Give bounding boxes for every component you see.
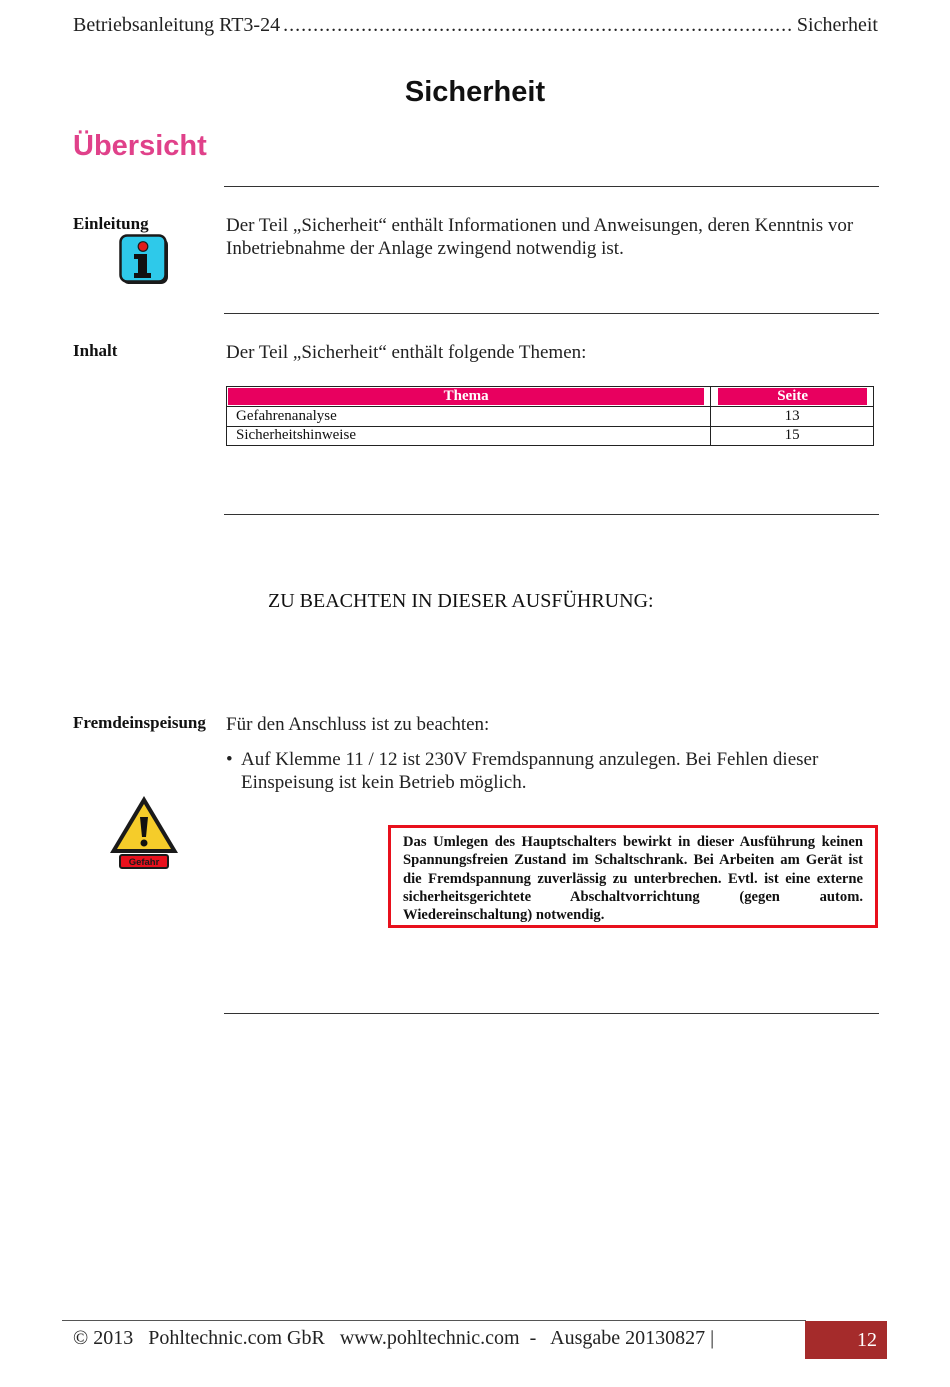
divider	[224, 514, 879, 515]
note-heading: ZU BEACHTEN IN DIESER AUSFÜHRUNG:	[268, 590, 654, 612]
running-header	[73, 14, 878, 40]
danger-warning-icon	[108, 793, 180, 871]
header-document-title: Betriebsanleitung RT3-24	[73, 14, 281, 36]
external-supply-label: Fremdeinspeisung	[73, 713, 206, 732]
table-row	[227, 407, 874, 427]
divider	[224, 186, 879, 187]
warning-box: Das Umlegen des Hauptschalters bewirkt in dieser Ausführung keinen Spannungsfreien Zustand im Schaltschrank. Bei Arbeiten am Gerät ist die Fremdspannung zuverlässig zu unterbrechen. Evtl. ist eine externe sicherheitsgerichtete Abschaltvorrichtung (gegen autom. Wiedereinschaltung) notwendig.	[388, 825, 878, 928]
table-row	[227, 426, 874, 446]
page-cell: 13	[711, 407, 874, 427]
column-header-topic: Thema	[227, 387, 711, 407]
contents-text: Der Teil „Sicherheit“ enthält folgende Themen:	[226, 342, 587, 363]
topic-cell: Gefahrenanalyse	[227, 407, 711, 427]
intro-text: Der Teil „Sicherheit“ enthält Informationen und Anweisungen, deren Kenntnis vor Inbetriebnahme der Anlage zwingend notwendig ist.	[226, 215, 854, 259]
topic-cell: Sicherheitshinweise	[227, 426, 711, 446]
list-item	[226, 748, 846, 794]
info-icon	[119, 234, 170, 286]
divider	[224, 1013, 879, 1014]
header-section-name: Sicherheit	[796, 14, 878, 36]
chapter-title: Sicherheit	[404, 76, 546, 108]
header-leader-dots	[283, 14, 794, 37]
section-title: Übersicht	[73, 130, 207, 162]
page-cell: 15	[711, 426, 874, 446]
footer-rule	[62, 1320, 806, 1321]
divider	[224, 313, 879, 314]
intro-label: Einleitung	[73, 214, 149, 233]
table-header-row	[227, 387, 874, 407]
danger-icon-caption: Gefahr	[128, 857, 160, 868]
column-header-page: Seite	[711, 387, 874, 407]
bullet-text: Auf Klemme 11 / 12 ist 230V Fremdspannung anzulegen. Bei Fehlen dieser Einspeisung ist kein Betrieb möglich.	[241, 749, 819, 793]
external-supply-intro: Für den Anschluss ist zu beachten:	[226, 714, 490, 735]
page-number: 12	[805, 1321, 887, 1359]
topics-table	[226, 386, 874, 446]
contents-label: Inhalt	[73, 341, 118, 360]
bullet-icon: •	[226, 749, 233, 770]
footer-text: © 2013 Pohltechnic.com GbR www.pohltechnic.com - Ausgabe 20130827 |	[73, 1327, 715, 1349]
